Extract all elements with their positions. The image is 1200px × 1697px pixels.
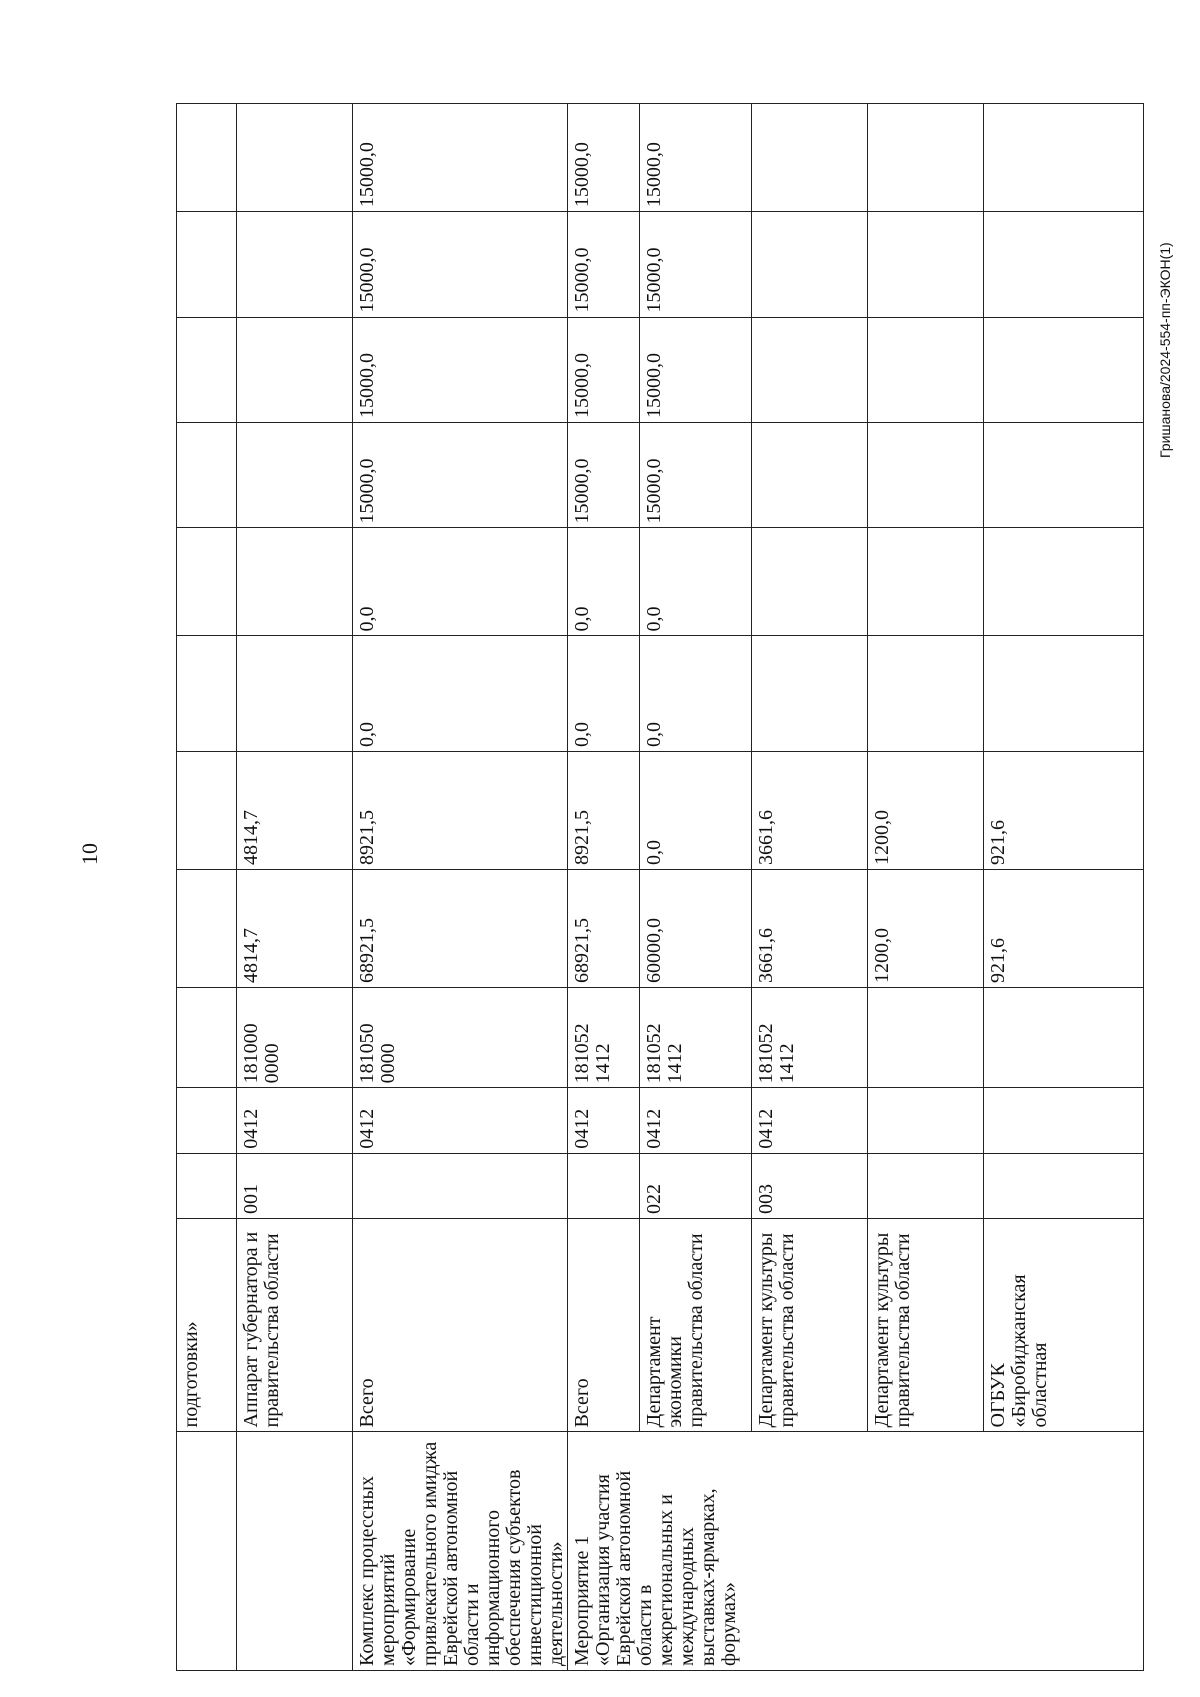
value-cell: 0,0 [640, 751, 752, 869]
grbs-cell: 022 [640, 1153, 752, 1218]
grbs-cell: 001 [237, 1153, 353, 1218]
measure-name-cell [177, 1432, 237, 1671]
value-cell [237, 528, 353, 636]
value-cell [984, 317, 1144, 422]
value-cell [868, 104, 984, 212]
value-cell: 15000,0 [640, 423, 752, 528]
grbs-cell [353, 1153, 568, 1218]
csr-cell: 181052 1412 [640, 987, 752, 1087]
value-cell [868, 423, 984, 528]
csr-cell: 181052 1412 [568, 987, 640, 1087]
grbs-cell [568, 1153, 640, 1218]
value-cell: 60000,0 [640, 869, 752, 987]
table-row [177, 104, 237, 1671]
grbs-cell [984, 1153, 1144, 1218]
value-cell [752, 636, 868, 752]
executor-cell: ОГБУК «Биробиджанская областная [984, 1218, 1144, 1431]
rz-pr-cell: 0412 [752, 1088, 868, 1153]
rz-pr-cell: 0412 [237, 1088, 353, 1153]
value-cell [177, 423, 237, 528]
value-cell [237, 317, 353, 422]
value-cell: 15000,0 [353, 104, 568, 212]
value-cell: 0,0 [353, 636, 568, 752]
grbs-cell: 003 [752, 1153, 868, 1218]
value-cell [984, 104, 1144, 212]
value-cell [752, 528, 868, 636]
value-cell [752, 423, 868, 528]
rz-pr-cell: 0412 [353, 1088, 568, 1153]
value-cell [177, 869, 237, 987]
budget-table [176, 103, 1144, 1671]
value-cell: 8921,5 [568, 751, 640, 869]
table-row [353, 104, 568, 1671]
value-cell: 15000,0 [568, 423, 640, 528]
document-code: Гришанова/2024-554-пп-ЭКОН(1) [1157, 242, 1173, 458]
csr-cell [984, 987, 1144, 1087]
rotated-table-container [176, 103, 1112, 1671]
value-cell [868, 317, 984, 422]
value-cell [984, 212, 1144, 317]
value-cell: 921,6 [984, 751, 1144, 869]
value-cell [868, 528, 984, 636]
value-cell: 921,6 [984, 869, 1144, 987]
executor-cell: Аппарат губернатора и правительства области [237, 1218, 353, 1431]
rz-pr-cell [868, 1088, 984, 1153]
value-cell [868, 636, 984, 752]
value-cell: 15000,0 [568, 104, 640, 212]
value-cell [752, 317, 868, 422]
value-cell [868, 212, 984, 317]
value-cell: 68921,5 [568, 869, 640, 987]
value-cell: 0,0 [353, 528, 568, 636]
grbs-cell [177, 1153, 237, 1218]
value-cell [984, 528, 1144, 636]
value-cell: 3661,6 [752, 869, 868, 987]
value-cell: 1200,0 [868, 869, 984, 987]
value-cell: 15000,0 [640, 104, 752, 212]
value-cell [237, 636, 353, 752]
executor-cell: Департамент культуры правительства области [868, 1218, 984, 1431]
executor-cell: Всего [568, 1218, 640, 1431]
executor-cell: Департамент культуры правительства области [752, 1218, 868, 1431]
value-cell [237, 212, 353, 317]
value-cell: 68921,5 [353, 869, 568, 987]
executor-cell: Департамент экономики правительства области [640, 1218, 752, 1431]
measure-name-cell: Комплекс процессных мероприятий «Формирование привлекательного имиджа Еврейской автономной области и информационного обеспечения субъектов инвестиционной деятельности» [353, 1432, 568, 1671]
measure-name-cell: Мероприятие 1 «Организация участия Еврейской автономной области в межрегиональных и международных выставках-ярмарках, форумах» [568, 1432, 1144, 1671]
value-cell: 8921,5 [353, 751, 568, 869]
value-cell [237, 104, 353, 212]
value-cell: 0,0 [568, 636, 640, 752]
value-cell [177, 212, 237, 317]
executor-cell: Всего [353, 1218, 568, 1431]
rz-pr-cell [984, 1088, 1144, 1153]
csr-cell [177, 987, 237, 1087]
value-cell: 3661,6 [752, 751, 868, 869]
value-cell: 0,0 [640, 636, 752, 752]
value-cell [177, 751, 237, 869]
executor-cell: подготовки» [177, 1218, 237, 1431]
value-cell [177, 104, 237, 212]
value-cell [177, 528, 237, 636]
value-cell: 15000,0 [640, 212, 752, 317]
value-cell: 0,0 [640, 528, 752, 636]
table-row [237, 104, 353, 1671]
value-cell [984, 423, 1144, 528]
value-cell: 0,0 [568, 528, 640, 636]
value-cell [752, 212, 868, 317]
value-cell [237, 423, 353, 528]
value-cell [177, 636, 237, 752]
csr-cell [868, 987, 984, 1087]
rz-pr-cell: 0412 [640, 1088, 752, 1153]
csr-cell: 181050 0000 [353, 987, 568, 1087]
value-cell: 4814,7 [237, 751, 353, 869]
value-cell: 15000,0 [568, 212, 640, 317]
csr-cell: 181000 0000 [237, 987, 353, 1087]
rz-pr-cell [177, 1088, 237, 1153]
value-cell: 15000,0 [353, 423, 568, 528]
csr-cell: 181052 1412 [752, 987, 868, 1087]
value-cell: 15000,0 [353, 317, 568, 422]
table-row [568, 104, 640, 1671]
value-cell: 15000,0 [353, 212, 568, 317]
value-cell [177, 317, 237, 422]
value-cell: 4814,7 [237, 869, 353, 987]
page-number: 10 [77, 843, 102, 865]
value-cell: 15000,0 [568, 317, 640, 422]
value-cell: 1200,0 [868, 751, 984, 869]
value-cell: 15000,0 [640, 317, 752, 422]
value-cell [984, 636, 1144, 752]
rz-pr-cell: 0412 [568, 1088, 640, 1153]
measure-name-cell [237, 1432, 353, 1671]
grbs-cell [868, 1153, 984, 1218]
value-cell [752, 104, 868, 212]
